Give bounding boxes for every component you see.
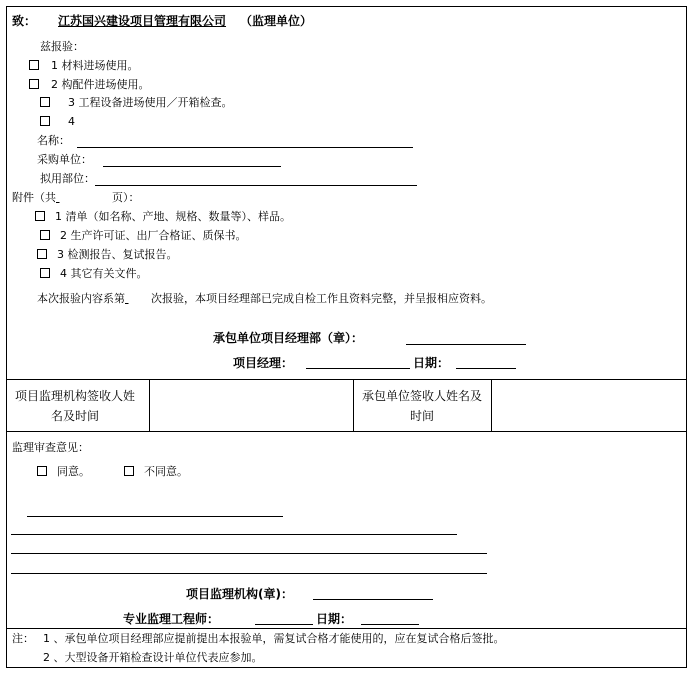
attachments-line: [12, 191, 140, 205]
checkbox-icon[interactable]: [40, 230, 50, 240]
checkbox-icon[interactable]: [40, 116, 50, 126]
statement-line: [37, 292, 492, 306]
attachments-pages-field[interactable]: [56, 191, 112, 205]
opinion-line-4[interactable]: [11, 573, 487, 574]
attachment-item-license[interactable]: [40, 229, 247, 243]
header-line: [12, 14, 312, 28]
checkbox-icon[interactable]: [124, 466, 134, 476]
opinion-line-2[interactable]: [11, 534, 457, 535]
checkbox-label: 2 构配件进场使用。: [51, 78, 150, 91]
signoff-col-divider-2: [353, 379, 354, 431]
checkbox-label: 4 其它有关文件。: [60, 267, 148, 280]
agree-label: 同意。: [57, 465, 90, 478]
statement-suffix: 次报验，本项目经理部已完成自检工作且资料完整，并呈报相应资料。: [151, 292, 492, 305]
checkbox-label: 1 清单（如名称、产地、规格、数量等）、样品。: [55, 210, 291, 223]
agency-seal-field[interactable]: [313, 599, 433, 600]
supervisor-sign-field[interactable]: [150, 380, 353, 431]
agree-option[interactable]: [37, 465, 90, 479]
notes-prefix: 注：: [12, 632, 34, 645]
planned-site-field[interactable]: [95, 185, 417, 186]
checkbox-icon[interactable]: [35, 211, 45, 221]
opinion-line-1[interactable]: [27, 516, 283, 517]
attachments-label: 附件（共: [12, 191, 56, 204]
note-item-1: 1 、承包单位项目经理部应提前提出本报验单，需复试合格才能使用的，应在复试合格后签批。: [43, 632, 505, 645]
checkbox-item-other[interactable]: [40, 115, 75, 129]
checkbox-label: 3 检测报告、复试报告。: [57, 248, 178, 261]
engineer-field[interactable]: [255, 624, 313, 625]
purchaser-label: 采购单位：: [37, 153, 92, 166]
planned-site-label: 拟用部位：: [40, 172, 95, 185]
submission-intro: 兹报验：: [40, 40, 84, 53]
divider-notes-section: [6, 628, 687, 629]
name-label: 名称：: [37, 134, 70, 147]
disagree-option[interactable]: [124, 465, 188, 479]
attachments-suffix: 页）：: [112, 191, 140, 204]
review-date-label: 日期：: [316, 612, 353, 626]
contractor-sign-field[interactable]: [492, 380, 687, 431]
review-opinion-label: 监理审查意见：: [12, 441, 89, 454]
supervisor-company: 江苏国兴建设项目管理有限公司: [58, 14, 227, 28]
note-item-2: 2 、大型设备开箱检查设计单位代表应参加。: [43, 651, 263, 664]
attachment-item-list[interactable]: [35, 210, 291, 224]
engineer-label: 专业监理工程师：: [123, 612, 220, 626]
checkbox-item-components[interactable]: [29, 78, 150, 92]
checkbox-icon[interactable]: [29, 60, 39, 70]
checkbox-label: 2 生产许可证、出厂合格证、质保书。: [60, 229, 247, 242]
contractor-dept-seal-field[interactable]: [406, 344, 526, 345]
divider-review-section: [6, 431, 687, 432]
project-manager-label: 项目经理：: [233, 356, 294, 370]
checkbox-icon[interactable]: [40, 268, 50, 278]
purchaser-field[interactable]: [103, 166, 281, 167]
checkbox-icon[interactable]: [29, 79, 39, 89]
submission-date-label: 日期：: [413, 356, 450, 370]
review-date-field[interactable]: [361, 624, 419, 625]
to-prefix: 致：: [12, 14, 37, 28]
checkbox-icon[interactable]: [37, 466, 47, 476]
disagree-label: 不同意。: [144, 465, 188, 478]
submission-date-field[interactable]: [456, 368, 516, 369]
name-field[interactable]: [77, 147, 413, 148]
checkbox-icon[interactable]: [37, 249, 47, 259]
project-manager-field[interactable]: [306, 368, 410, 369]
attachment-item-reports[interactable]: [37, 248, 178, 262]
attachment-item-other-docs[interactable]: [40, 267, 148, 281]
recipient-role: （监理单位）: [240, 14, 313, 28]
contractor-sign-label: 承包单位签收人姓名及时间: [361, 389, 482, 423]
checkbox-icon[interactable]: [40, 97, 50, 107]
statement-prefix: 本次报验内容系第: [37, 292, 125, 305]
checkbox-item-equipment[interactable]: [40, 96, 233, 110]
checkbox-item-materials[interactable]: [29, 59, 139, 73]
supervisor-sign-label: 项目监理机构签收人姓名及时间: [14, 389, 135, 423]
opinion-line-3[interactable]: [11, 553, 487, 554]
checkbox-label: 4: [68, 115, 75, 128]
submission-count-field[interactable]: [125, 292, 151, 306]
contractor-dept-label: 承包单位项目经理部（章）：: [213, 331, 364, 345]
checkbox-label: 3 工程设备进场使用／开箱检查。: [68, 96, 233, 109]
agency-seal-label: 项目监理机构(章)：: [186, 587, 293, 601]
checkbox-label: 1 材料进场使用。: [51, 59, 139, 72]
